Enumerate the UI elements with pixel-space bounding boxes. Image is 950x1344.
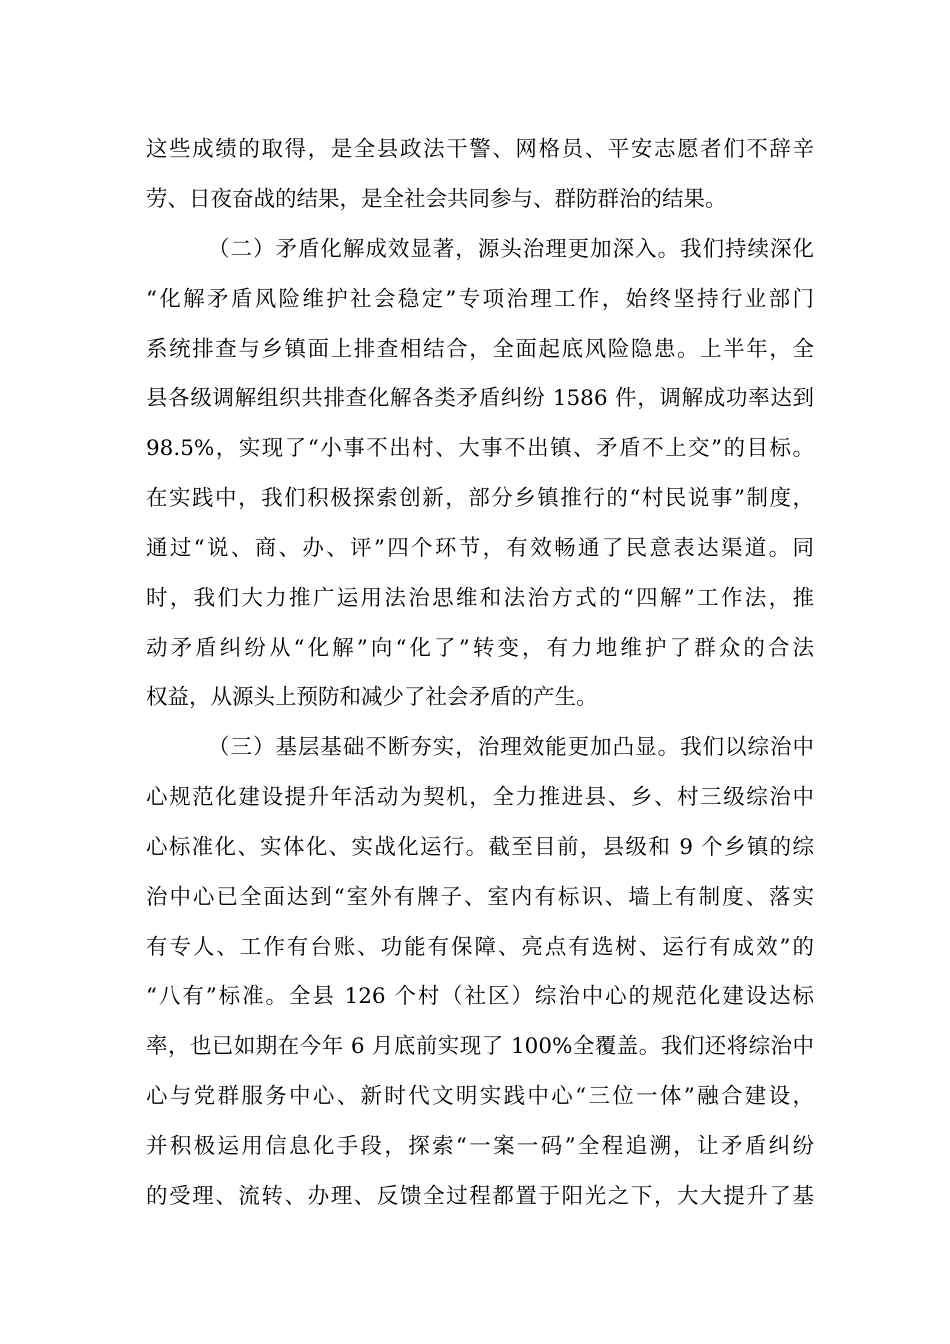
p2-line-4: 县各级调解组织共排查化解各类矛盾纠纷 1586 件，调解成功率达到 xyxy=(146,386,814,411)
p3-line-9: 并积极运用信息化手段，探索“一案一码”全程追溯，让矛盾纠纷 xyxy=(146,1134,814,1159)
p2-line-7: 通过“说、商、办、评”四个环节，有效畅通了民意表达渠道。同 xyxy=(146,536,814,561)
p1-line-2: 劳、日夜奋战的结果，是全社会共同参与、群防群治的结果。 xyxy=(146,187,727,212)
p2-line-5: 98.5%，实现了“小事不出村、大事不出镇、矛盾不上交”的目标。 xyxy=(146,436,814,461)
p3-line-10: 的受理、流转、办理、反馈全过程都置于阳光之下，大大提升了基 xyxy=(146,1184,814,1209)
p3-line-5: 有专人、工作有台账、功能有保障、亮点有选树、运行有成效”的 xyxy=(146,935,814,960)
p3-line-1: （三）基层基础不断夯实，治理效能更加凸显。我们以综治中 xyxy=(208,735,814,760)
p3-line-4: 治中心已全面达到“室外有牌子、室内有标识、墙上有制度、落实 xyxy=(146,885,814,910)
p2-line-2: “化解矛盾风险维护社会稳定”专项治理工作，始终坚持行业部门 xyxy=(146,287,814,312)
p1-line-1: 这些成绩的取得，是全县政法干警、网格员、平安志愿者们不辞辛 xyxy=(146,137,814,162)
p2-line-1: （二）矛盾化解成效显著，源头治理更加深入。我们持续深化 xyxy=(208,237,814,262)
p3-line-3: 心标准化、实体化、实战化运行。截至目前，县级和 9 个乡镇的综 xyxy=(146,835,814,860)
p3-line-8: 心与党群服务中心、新时代文明实践中心“三位一体”融合建设， xyxy=(146,1084,814,1109)
p3-line-6: “八有”标准。全县 126 个村（社区）综治中心的规范化建设达标 xyxy=(146,984,814,1009)
p2-line-3: 系统排查与乡镇面上排查相结合，全面起底风险隐患。上半年，全 xyxy=(146,337,814,362)
p3-line-2: 心规范化建设提升年活动为契机，全力推进县、乡、村三级综治中 xyxy=(146,785,814,810)
p2-line-8: 时，我们大力推广运用法治思维和法治方式的“四解”工作法，推 xyxy=(146,586,814,611)
p2-line-9: 动矛盾纠纷从“化解”向“化了”转变，有力地维护了群众的合法 xyxy=(146,636,814,661)
p2-line-6: 在实践中，我们积极探索创新，部分乡镇推行的“村民说事”制度， xyxy=(146,486,814,511)
p2-line-10: 权益，从源头上预防和减少了社会矛盾的产生。 xyxy=(146,685,598,710)
p3-line-7: 率，也已如期在今年 6 月底前实现了 100%全覆盖。我们还将综治中 xyxy=(146,1034,814,1059)
